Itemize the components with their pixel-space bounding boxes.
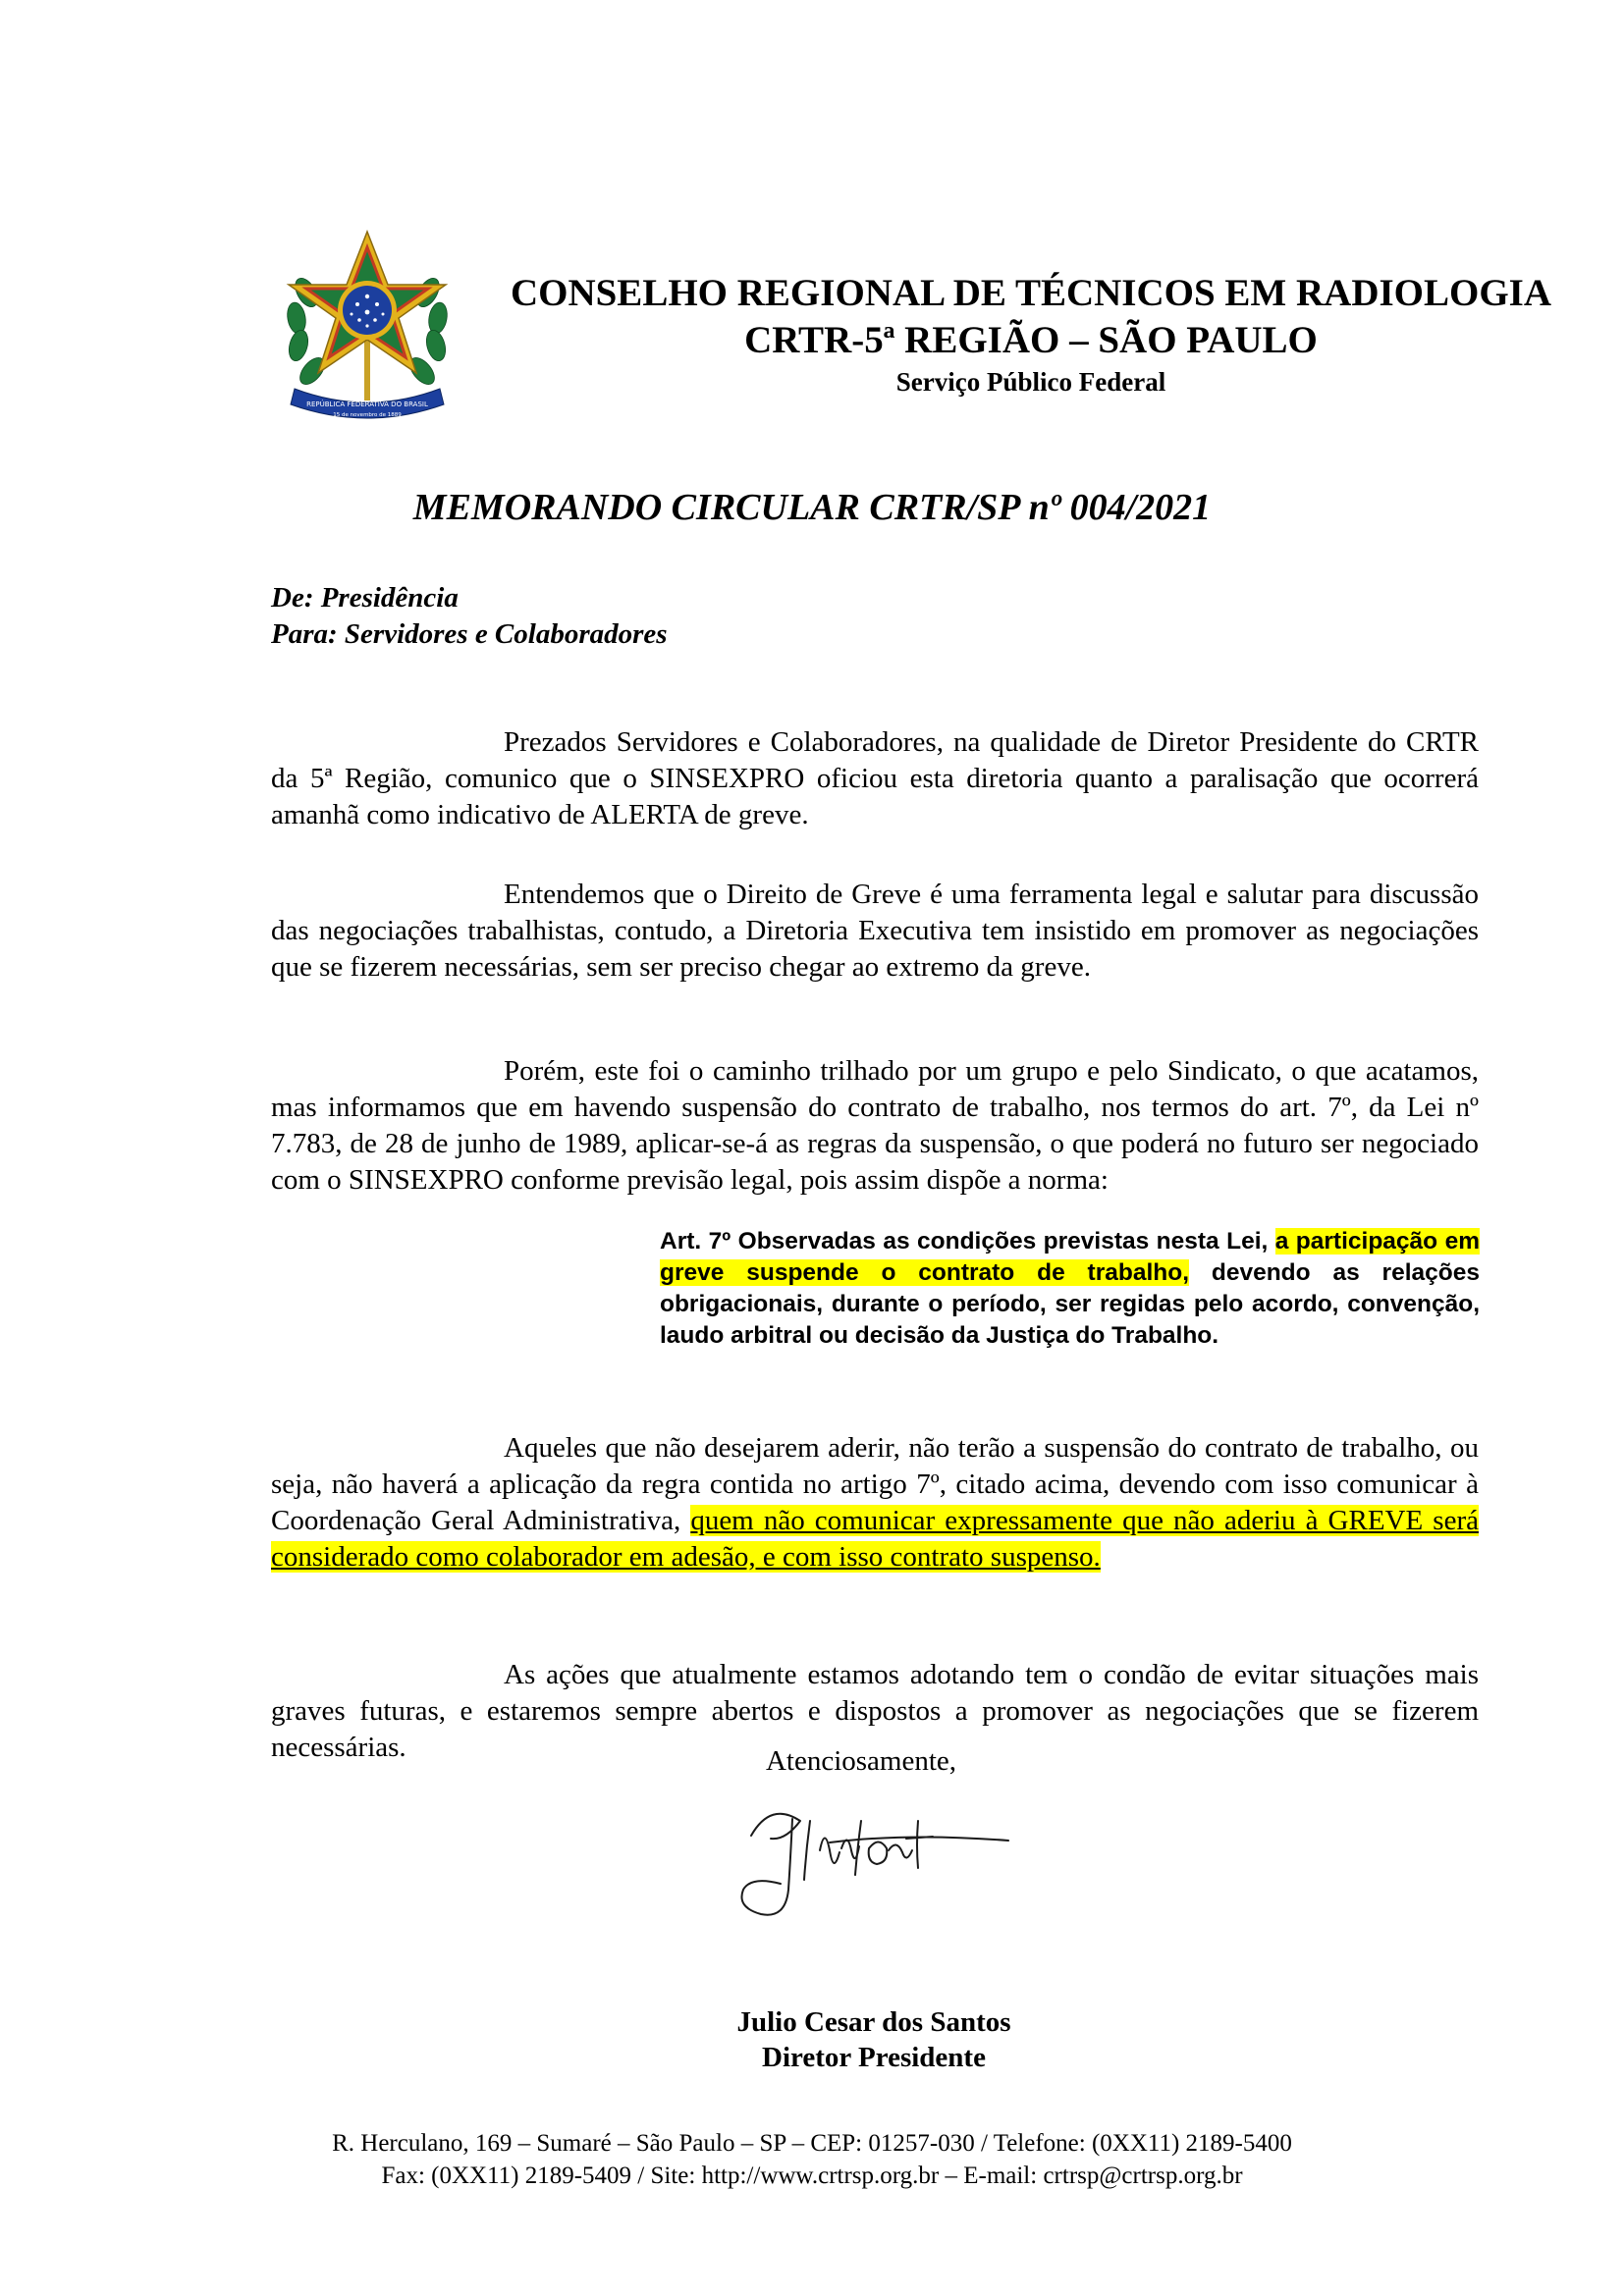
paragraph-5: As ações que atualmente estamos adotando tem o condão de evitar situações mais graves futuras, e estaremos sempre abertos e dispostos a promover as negociações que se fizerem necessárias. <box>271 1659 1479 1763</box>
paragraph-4-highlight: quem não comunicar expressamente que não aderiu à GREVE será considerado como colaborador em adesão, e com isso contrato suspenso. <box>271 1505 1479 1573</box>
coat-of-arms-emblem <box>277 224 458 426</box>
memo-from: De: Presidência <box>271 582 459 614</box>
org-name: CONSELHO REGIONAL DE TÉCNICOS EM RADIOLOGIA <box>510 272 1552 314</box>
org-region: CRTR-5ª REGIÃO – SÃO PAULO <box>744 319 1318 361</box>
signer-name: Julio Cesar dos Santos <box>736 2006 1011 2038</box>
paragraph-1: Prezados Servidores e Colaboradores, na qualidade de Diretor Presidente do CRTR da 5ª Região, comunico que o SINSEXPRO oficiou esta diretoria quanto a paralisação que ocorrerá amanhã como indicativo de ALERTA de greve. <box>271 726 1479 830</box>
memo-title: MEMORANDO CIRCULAR CRTR/SP nº 004/2021 <box>412 487 1212 528</box>
handwritten-signature <box>731 1782 1016 1934</box>
law-quote-end: devendo as relações obrigacionais, durante o período, ser regidas pelo acordo, convenção, laudo arbitral ou decisão da Justiça do Trabalho. <box>660 1259 1480 1349</box>
emblem-ribbon-date: 15 de novembro de 1889 <box>333 412 402 418</box>
footer-contact: Fax: (0XX11) 2189-5409 / Site: http://www.crtrsp.org.br – E-mail: crtrsp@crtrsp.org.br <box>381 2163 1243 2189</box>
law-quote-start: Art. 7º Observadas as condições previstas nesta Lei, <box>660 1228 1275 1255</box>
paragraph-2: Entendemos que o Direito de Greve é uma ferramenta legal e salutar para discussão das negociações trabalhistas, contudo, a Diretoria Executiva tem insistido em promover as negociações que se fizerem necessárias, sem ser preciso chegar ao extremo da greve. <box>271 879 1479 983</box>
org-service: Serviço Público Federal <box>895 367 1166 397</box>
paragraph-4-text: Aqueles que não desejarem aderir, não terão a suspensão do contrato de trabalho, ou seja, não haverá a aplicação da regra contida no artigo 7º, citado acima, devendo com isso comunicar à Coordenação Geral Administrativa, <box>271 1432 1479 1536</box>
paragraph-3: Porém, este foi o caminho trilhado por um grupo e pelo Sindicato, o que acatamos, mas informamos que em havendo suspensão do contrato de trabalho, nos termos do art. 7º, da Lei nº 7.783, de 28 de junho de 1989, aplicar-se-á as regras da suspensão, o que poderá no futuro ser negociado com o SINSEXPRO conforme previsão legal, pois assim dispõe a norma: <box>271 1055 1479 1196</box>
emblem-ribbon-text: REPÚBLICA FEDERATIVA DO BRASIL <box>306 400 428 408</box>
law-quote <box>660 1226 1480 1352</box>
footer-address: R. Herculano, 169 – Sumaré – São Paulo – SP – CEP: 01257-030 / Telefone: (0XX11) 2189-5400 <box>332 2130 1292 2157</box>
signer-role: Diretor Presidente <box>762 2042 986 2073</box>
paragraph-4 <box>271 1430 1479 1575</box>
memo-to: Para: Servidores e Colaboradores <box>271 618 668 650</box>
law-quote-highlight: a participação em greve suspende o contrato de trabalho, <box>660 1228 1480 1286</box>
salutation: Atenciosamente, <box>765 1745 957 1777</box>
